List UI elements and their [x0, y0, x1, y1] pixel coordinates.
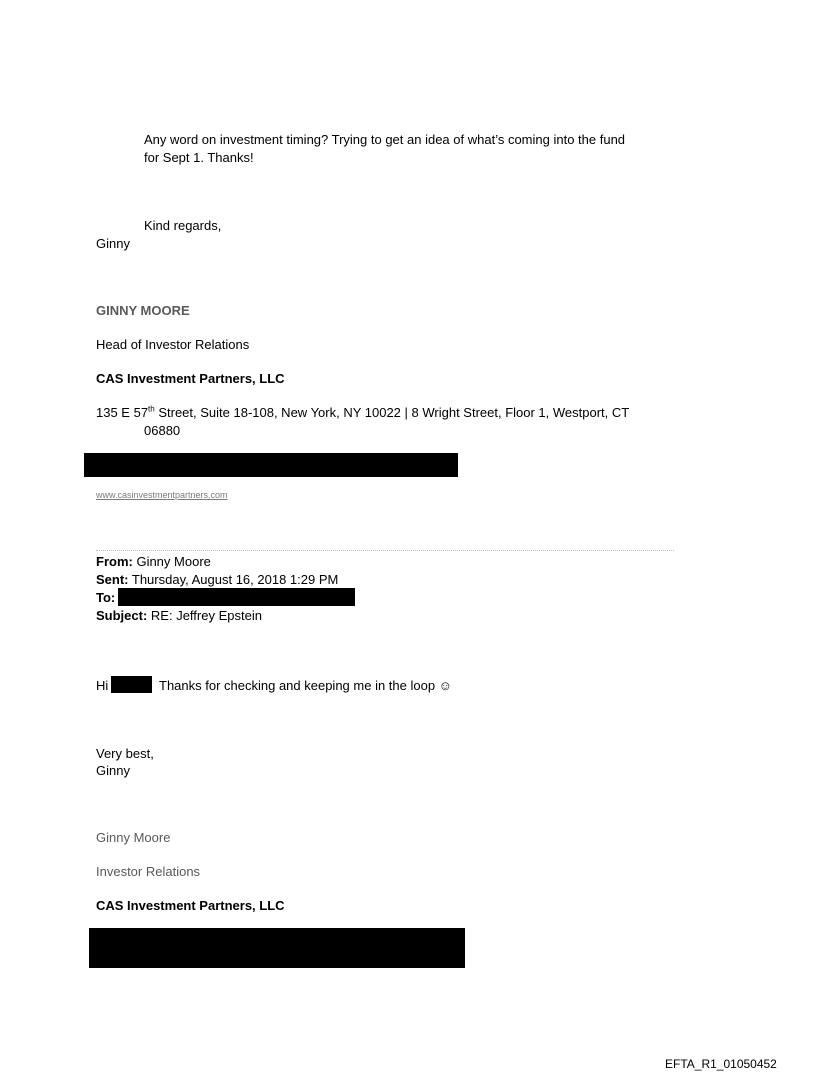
subject-line [96, 607, 262, 624]
subject-value: RE: Jeffrey Epstein [147, 608, 262, 623]
signature-name: GINNY MOORE [96, 303, 190, 318]
second-message-body: Thanks for checking and keeping me in the loop ☺ [159, 678, 452, 693]
from-value: Ginny Moore [132, 554, 211, 569]
signature-address [96, 404, 629, 421]
greeting: Hi [96, 678, 109, 693]
sent-line [96, 571, 338, 588]
signature2-name: Ginny Moore [96, 830, 171, 845]
address-part2: Street, Suite 18-108, New York, NY 10022 | 8 Wright Street, Floor 1, Westport, CT [154, 405, 630, 420]
email-divider [96, 550, 674, 551]
second-message-closing: Very best, [96, 746, 154, 761]
website-link[interactable]: www.casinvestmentpartners.com [96, 490, 228, 500]
sent-label: Sent: [96, 572, 129, 587]
first-message-closing: Kind regards, [144, 218, 222, 233]
sent-value: Thursday, August 16, 2018 1:29 PM [128, 572, 339, 587]
redaction-bar [84, 453, 458, 477]
signature-address-line2: 06880 [144, 423, 181, 438]
first-message-signoff: Ginny [96, 236, 130, 251]
to-label: To: [96, 590, 116, 605]
first-message-line2: for Sept 1. Thanks! [144, 150, 254, 165]
from-label: From: [96, 554, 133, 569]
address-part1: 135 E 57 [96, 405, 149, 420]
second-message-signoff: Ginny [96, 763, 130, 778]
subject-label: Subject: [96, 608, 148, 623]
from-line [96, 553, 211, 570]
bates-number: EFTA_R1_01050452 [665, 1057, 777, 1071]
address-superscript: th [148, 404, 155, 414]
signature-title: Head of Investor Relations [96, 337, 250, 352]
signature2-title: Investor Relations [96, 864, 201, 879]
redaction-bar [89, 928, 465, 968]
redaction-bar [111, 676, 152, 693]
signature-company: CAS Investment Partners, LLC [96, 371, 285, 386]
signature2-company: CAS Investment Partners, LLC [96, 898, 285, 913]
first-message-line1: Any word on investment timing? Trying to get an idea of what’s coming into the fund [144, 132, 626, 147]
redaction-bar [118, 588, 355, 606]
